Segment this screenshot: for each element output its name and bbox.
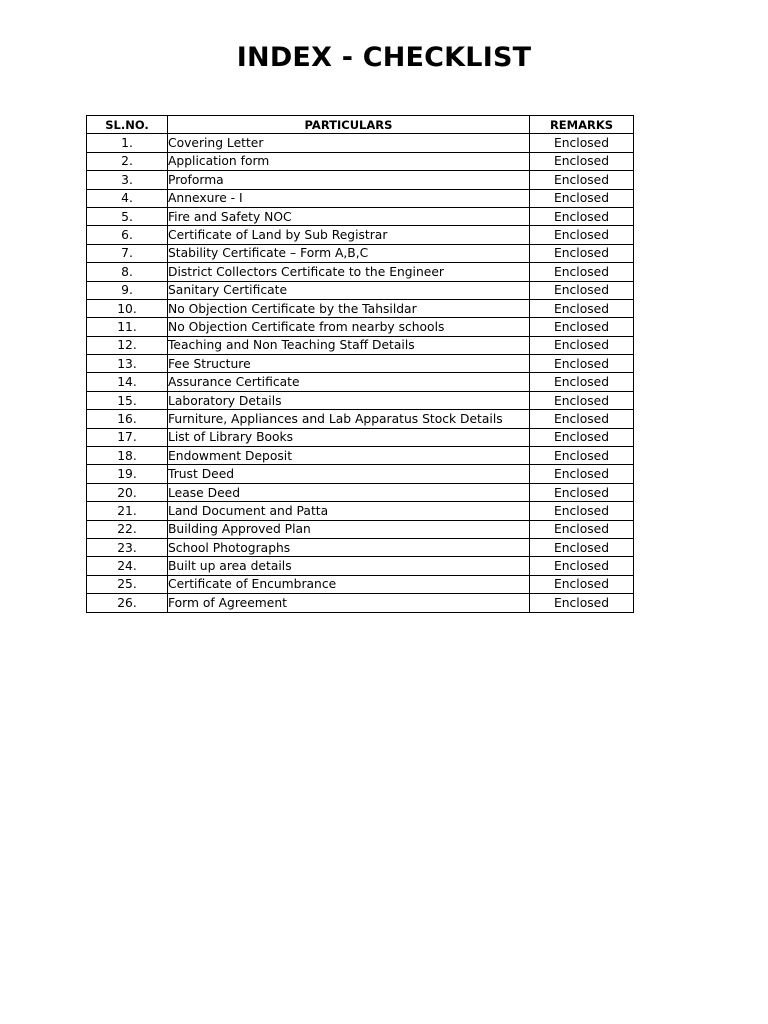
cell-particular: Covering Letter xyxy=(168,134,530,152)
cell-slno: 2. xyxy=(87,152,168,170)
table-row xyxy=(87,483,634,501)
cell-particular: No Objection Certificate from nearby schools xyxy=(168,318,530,336)
cell-remark: Enclosed xyxy=(530,263,634,281)
cell-particular: Furniture, Appliances and Lab Apparatus Stock Details xyxy=(168,410,530,428)
cell-particular: Trust Deed xyxy=(168,465,530,483)
cell-remark: Enclosed xyxy=(530,538,634,556)
cell-remark: Enclosed xyxy=(530,575,634,593)
table-row xyxy=(87,152,634,170)
cell-remark: Enclosed xyxy=(530,373,634,391)
cell-particular: Assurance Certificate xyxy=(168,373,530,391)
cell-particular: Application form xyxy=(168,152,530,170)
cell-remark: Enclosed xyxy=(530,465,634,483)
table-row xyxy=(87,391,634,409)
cell-particular: Laboratory Details xyxy=(168,391,530,409)
table-row xyxy=(87,520,634,538)
table-row xyxy=(87,299,634,317)
cell-particular: No Objection Certificate by the Tahsildar xyxy=(168,299,530,317)
cell-particular: Building Approved Plan xyxy=(168,520,530,538)
cell-particular: Lease Deed xyxy=(168,483,530,501)
cell-slno: 4. xyxy=(87,189,168,207)
cell-particular: Stability Certificate – Form A,B,C xyxy=(168,244,530,262)
cell-particular: School Photographs xyxy=(168,538,530,556)
header-remarks: REMARKS xyxy=(530,116,634,134)
cell-remark: Enclosed xyxy=(530,355,634,373)
cell-slno: 21. xyxy=(87,502,168,520)
cell-slno: 6. xyxy=(87,226,168,244)
cell-slno: 13. xyxy=(87,355,168,373)
cell-slno: 23. xyxy=(87,538,168,556)
table-row xyxy=(87,189,634,207)
table-row xyxy=(87,226,634,244)
cell-remark: Enclosed xyxy=(530,226,634,244)
table-row xyxy=(87,244,634,262)
cell-particular: Fire and Safety NOC xyxy=(168,207,530,225)
cell-particular: Endowment Deposit xyxy=(168,447,530,465)
cell-slno: 20. xyxy=(87,483,168,501)
table-row xyxy=(87,171,634,189)
cell-remark: Enclosed xyxy=(530,207,634,225)
cell-particular: Built up area details xyxy=(168,557,530,575)
cell-remark: Enclosed xyxy=(530,428,634,446)
checklist-table xyxy=(86,115,634,613)
cell-particular: Form of Agreement xyxy=(168,594,530,612)
table-row xyxy=(87,355,634,373)
cell-particular: Certificate of Land by Sub Registrar xyxy=(168,226,530,244)
page-title: INDEX - CHECKLIST xyxy=(236,42,532,73)
cell-remark: Enclosed xyxy=(530,189,634,207)
table-row xyxy=(87,318,634,336)
cell-particular: Proforma xyxy=(168,171,530,189)
table-row xyxy=(87,410,634,428)
cell-particular: Fee Structure xyxy=(168,355,530,373)
cell-slno: 9. xyxy=(87,281,168,299)
cell-slno: 26. xyxy=(87,594,168,612)
table-row xyxy=(87,207,634,225)
cell-particular: Certificate of Encumbrance xyxy=(168,575,530,593)
cell-slno: 14. xyxy=(87,373,168,391)
table-row xyxy=(87,447,634,465)
table-row xyxy=(87,263,634,281)
cell-remark: Enclosed xyxy=(530,299,634,317)
table-row xyxy=(87,465,634,483)
table-row xyxy=(87,281,634,299)
cell-slno: 5. xyxy=(87,207,168,225)
table-row xyxy=(87,373,634,391)
table-row xyxy=(87,557,634,575)
cell-remark: Enclosed xyxy=(530,502,634,520)
cell-particular: Land Document and Patta xyxy=(168,502,530,520)
cell-particular: Annexure - I xyxy=(168,189,530,207)
table-row xyxy=(87,575,634,593)
cell-remark: Enclosed xyxy=(530,244,634,262)
cell-remark: Enclosed xyxy=(530,447,634,465)
cell-slno: 24. xyxy=(87,557,168,575)
table-body xyxy=(87,134,634,612)
cell-slno: 25. xyxy=(87,575,168,593)
cell-slno: 19. xyxy=(87,465,168,483)
table-row xyxy=(87,594,634,612)
cell-slno: 22. xyxy=(87,520,168,538)
header-slno: SL.NO. xyxy=(87,116,168,134)
cell-remark: Enclosed xyxy=(530,336,634,354)
table-row xyxy=(87,134,634,152)
table-row xyxy=(87,538,634,556)
cell-slno: 8. xyxy=(87,263,168,281)
cell-slno: 11. xyxy=(87,318,168,336)
cell-slno: 7. xyxy=(87,244,168,262)
cell-remark: Enclosed xyxy=(530,391,634,409)
cell-slno: 16. xyxy=(87,410,168,428)
cell-remark: Enclosed xyxy=(530,410,634,428)
table-header-row xyxy=(87,116,634,134)
cell-remark: Enclosed xyxy=(530,152,634,170)
cell-slno: 10. xyxy=(87,299,168,317)
table-row xyxy=(87,428,634,446)
cell-particular: District Collectors Certificate to the Engineer xyxy=(168,263,530,281)
cell-remark: Enclosed xyxy=(530,171,634,189)
cell-remark: Enclosed xyxy=(530,318,634,336)
cell-remark: Enclosed xyxy=(530,594,634,612)
cell-slno: 3. xyxy=(87,171,168,189)
header-particulars: PARTICULARS xyxy=(168,116,530,134)
cell-particular: Sanitary Certificate xyxy=(168,281,530,299)
cell-remark: Enclosed xyxy=(530,483,634,501)
cell-remark: Enclosed xyxy=(530,281,634,299)
table-row xyxy=(87,336,634,354)
cell-remark: Enclosed xyxy=(530,557,634,575)
cell-remark: Enclosed xyxy=(530,134,634,152)
table-row xyxy=(87,502,634,520)
cell-slno: 18. xyxy=(87,447,168,465)
cell-particular: List of Library Books xyxy=(168,428,530,446)
cell-slno: 17. xyxy=(87,428,168,446)
cell-remark: Enclosed xyxy=(530,520,634,538)
cell-slno: 15. xyxy=(87,391,168,409)
cell-slno: 1. xyxy=(87,134,168,152)
cell-particular: Teaching and Non Teaching Staff Details xyxy=(168,336,530,354)
cell-slno: 12. xyxy=(87,336,168,354)
